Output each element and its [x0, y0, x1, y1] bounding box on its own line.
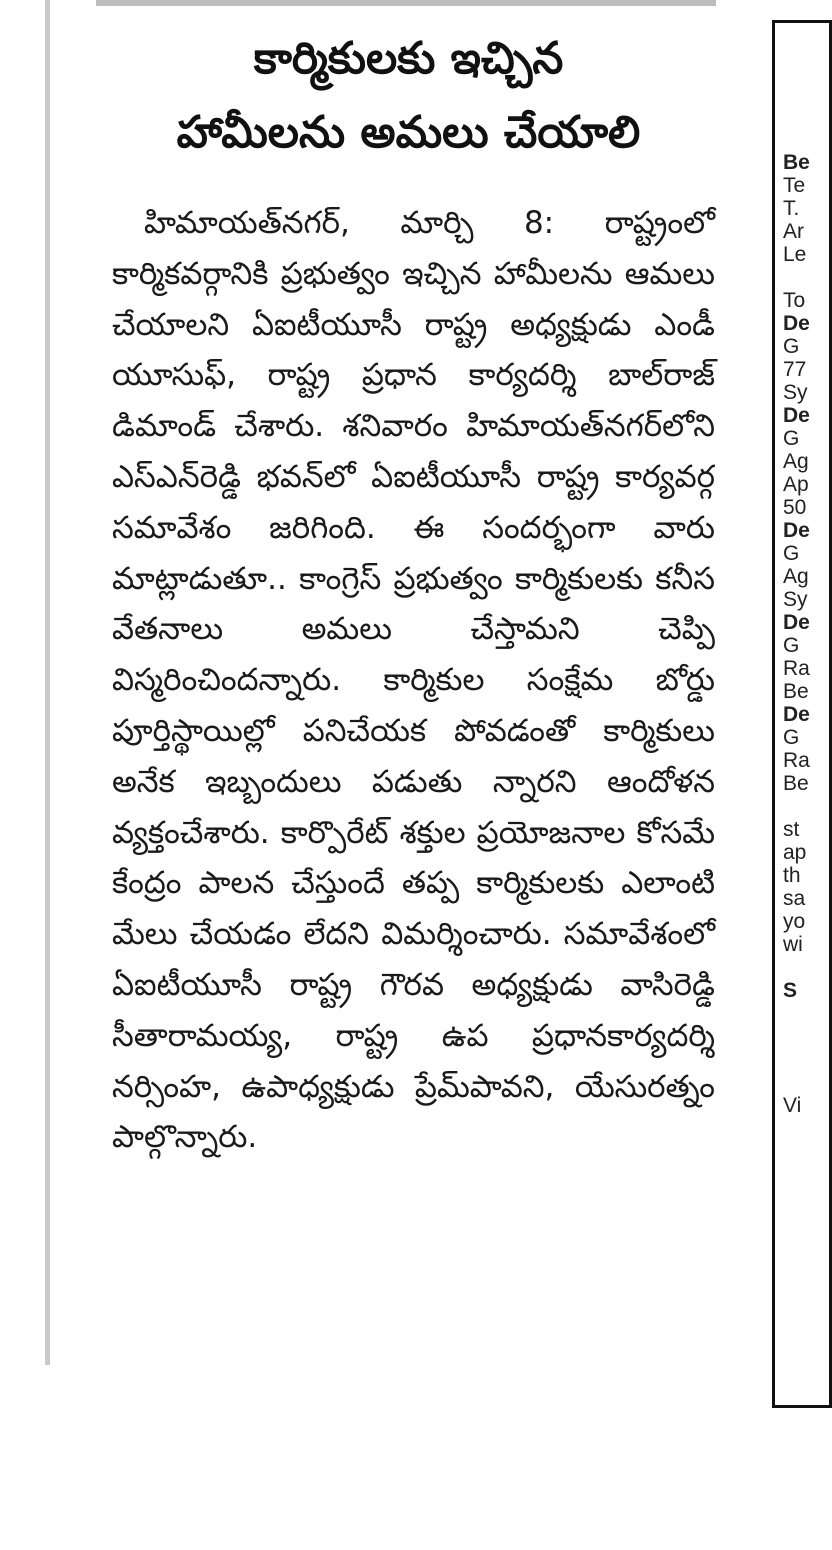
notice-line: 77	[783, 358, 807, 381]
notice-line: Ra	[783, 657, 810, 680]
notice-line: De	[783, 404, 810, 427]
notice-line: G	[783, 726, 800, 749]
notice-line: sa	[783, 887, 806, 910]
article-body: హిమాయత్‌నగర్, మార్చి 8: రాష్ట్రంలో కార్మికవర్గానికి ప్రభుత్వం ఇచ్చిన హామీలను ఆమలు చేయాలని ఏఐటీయూసీ రాష్ట్ర అధ్యక్షుడు ఎండీ యూసుఫ్, రాష్ట్ర ప్రధాన కార్యదర్శి బాల్‌రాజ్ డిమాండ్ చేశారు. శనివారం హిమాయత్‌నగర్‌లోని ఎస్ఎన్‌రెడ్డి భవన్‌లో ఏఐటీయూసీ రాష్ట్ర కార్యవర్గ సమావేశం జరిగింది. ఈ సందర్భంగా వారు మాట్లాడుతూ.. కాంగ్రెస్ ప్రభుత్వం కార్మికులకు కనీస వేతనాలు అమలు చేస్తామని చెప్పి విస్మరించిందన్నారు. కార్మికుల సంక్షేమ బోర్డు పూర్తిస్థాయిల్లో పనిచేయక పోవడంతో కార్మికులు అనేక ఇబ్బందులు పడుతు న్నారని ఆందోళన వ్యక్తంచేశారు. కార్పొరేట్ శక్తుల ప్రయోజనాల కోసమే కేంద్రం పాలన చేస్తుందే తప్ప కార్మికులకు ఎలాంటి మేలు చేయడం లేదని విమర్శించారు. సమావేశంలో ఏఐటీయూసీ రాష్ట్ర గౌరవ అధ్యక్షుడు వాసిరెడ్డి సీతారామయ్య, రాష్ట్ర ఉప ప్రధానకార్యదర్శి నర్సింహ, ఉపాధ్యక్షుడు ప్రేమ్‌పావని, యేసురత్నం పాల్గొన్నారు.	[112, 205, 715, 1156]
notice-line: Sy	[783, 381, 808, 404]
notice-line: ap	[783, 841, 807, 864]
notice-line: G	[783, 634, 800, 657]
notice-line: Ap	[783, 473, 809, 496]
notice-line	[775, 266, 829, 289]
article-headline	[96, 22, 721, 170]
notice-line: To	[783, 289, 806, 312]
headline-line-2: హామీలను అమలు చేయాలి	[176, 107, 641, 158]
notice-top-space	[775, 23, 829, 151]
notice-line	[775, 1048, 829, 1071]
notice-line: Sy	[783, 588, 808, 611]
notice-line	[775, 1025, 829, 1048]
notice-line	[775, 1071, 829, 1094]
news-article	[96, 22, 721, 1163]
notice-line: Be	[783, 680, 809, 703]
notice-line: S	[783, 979, 798, 1002]
notice-line: Ag	[783, 565, 809, 588]
notice-line: De	[783, 519, 810, 542]
notice-line: Ra	[783, 749, 810, 772]
notice-line: De	[783, 611, 810, 634]
notice-line: yo	[783, 910, 806, 933]
top-rule	[96, 0, 716, 6]
notice-line: Te	[783, 174, 806, 197]
headline-line-1: కార్మికులకు ఇచ్చిన	[253, 33, 564, 84]
notice-line	[775, 795, 829, 818]
column-divider	[45, 0, 50, 1365]
notice-line: Le	[783, 243, 807, 266]
notice-line: 50	[783, 496, 807, 519]
notice-line: st	[783, 818, 800, 841]
notice-line: T.	[783, 197, 800, 220]
notice-line: Vi	[783, 1094, 802, 1117]
notice-line: th	[783, 864, 801, 887]
notice-line: G	[783, 427, 800, 450]
notice-line: G	[783, 542, 800, 565]
adjacent-notice-box	[772, 20, 832, 1408]
notice-line: Ar	[783, 220, 804, 243]
notice-line: Be	[783, 151, 810, 174]
notice-line: De	[783, 312, 810, 335]
notice-line: wi	[783, 933, 803, 956]
notice-line: Ag	[783, 450, 809, 473]
notice-line: De	[783, 703, 810, 726]
notice-line: G	[783, 335, 800, 358]
notice-line	[775, 956, 829, 979]
notice-line	[775, 1002, 829, 1025]
notice-line: Be	[783, 772, 809, 795]
